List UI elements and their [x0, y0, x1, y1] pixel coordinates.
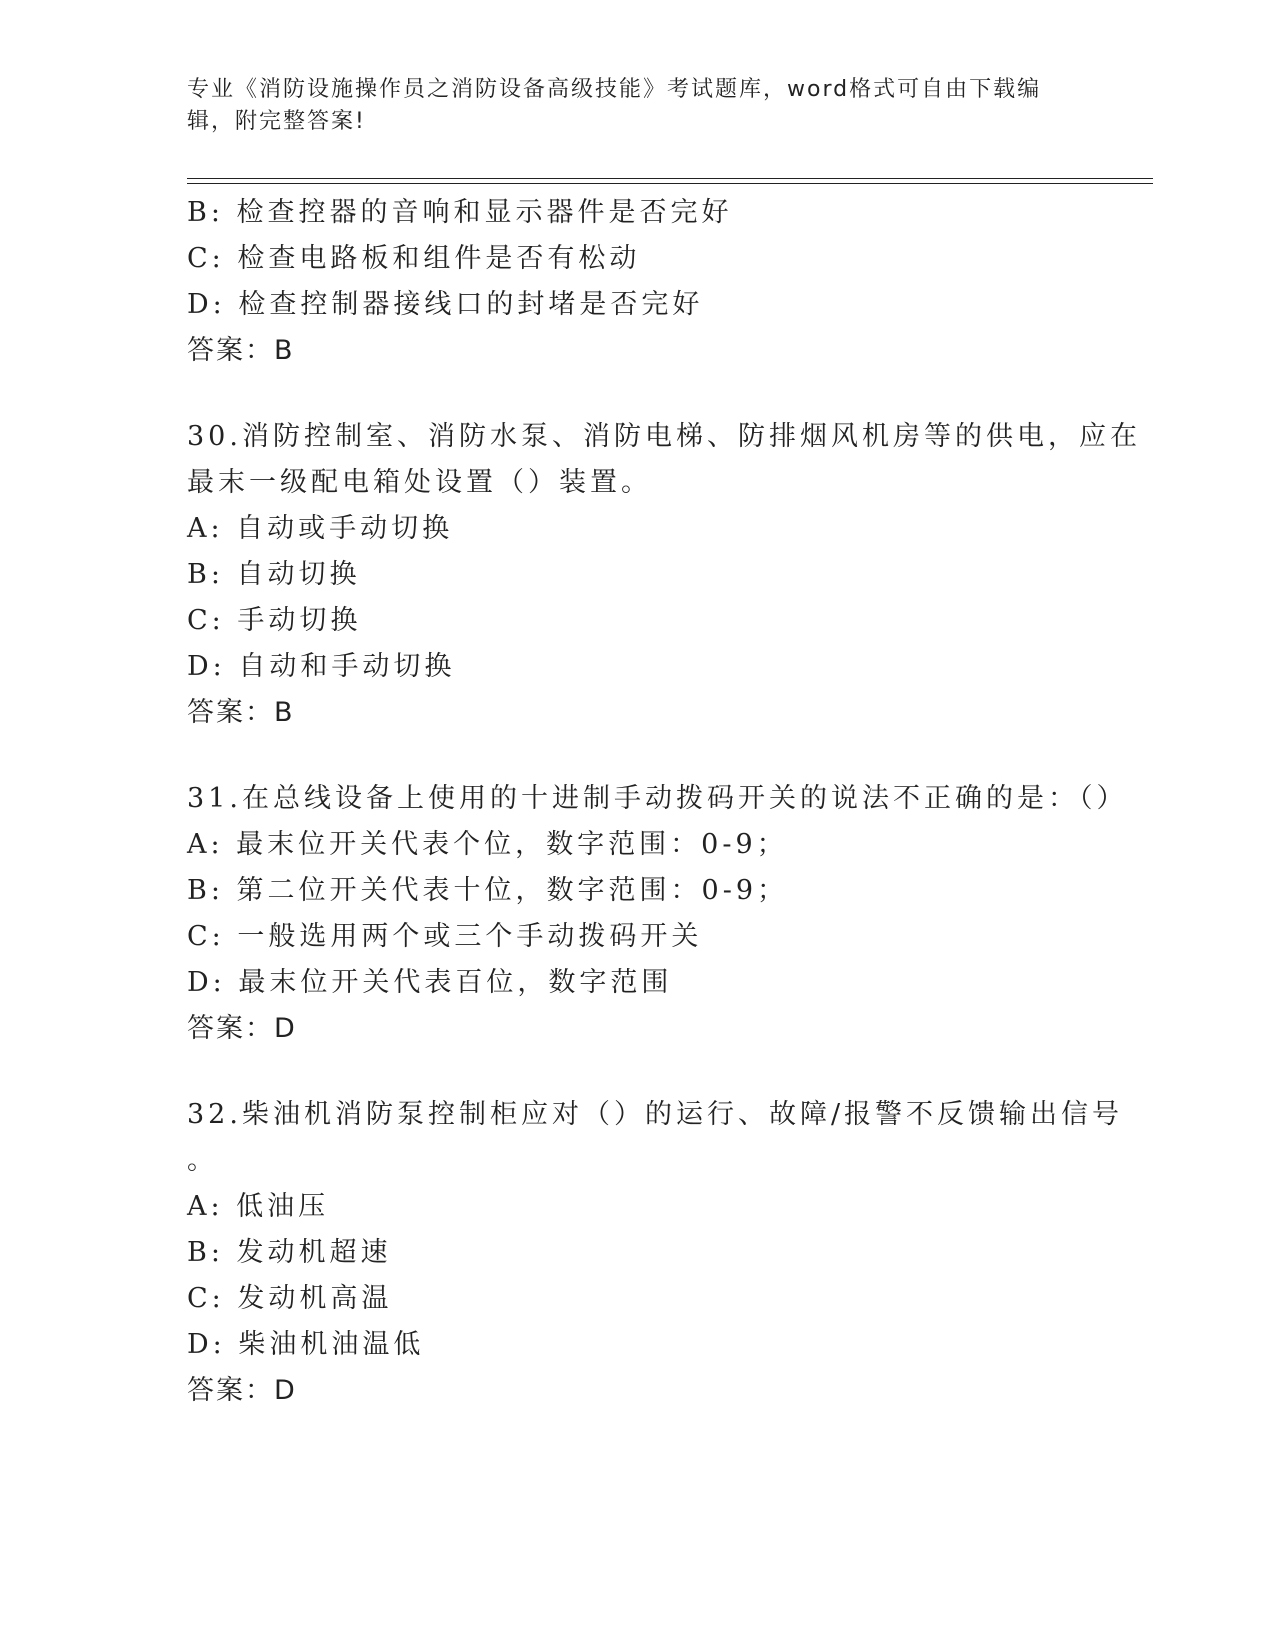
question-31 — [187, 776, 1128, 1052]
answer-line: 答案：D — [187, 1375, 297, 1406]
option-c: C: 手动切换 — [187, 605, 362, 636]
option-a: A: 低油压 — [187, 1191, 330, 1222]
answer-line: 答案：B — [187, 697, 295, 728]
header-divider-top — [187, 178, 1153, 179]
option-d: D: 检查控制器接线口的封堵是否完好 — [187, 289, 704, 320]
question-stem — [187, 414, 1141, 506]
continued-question — [187, 190, 1087, 374]
option-b: B: 第二位开关代表十位，数字范围：0-9； — [187, 875, 788, 906]
option-a: A: 自动或手动切换 — [187, 513, 454, 544]
option-d: D: 最末位开关代表百位，数字范围 — [187, 967, 673, 998]
stem-line: 32.柴油机消防泵控制柜应对（）的运行、故障/报警不反馈输出信号 — [187, 1099, 1124, 1130]
stem-line: 30.消防控制室、消防水泵、消防电梯、防排烟风机房等的供电，应在 — [187, 421, 1141, 452]
option-c: C: 发动机高温 — [187, 1283, 393, 1314]
answer-line: 答案：B — [187, 335, 295, 366]
answer-line: 答案：D — [187, 1013, 297, 1044]
question-list — [187, 190, 1141, 1414]
stem-line: 最末一级配电箱处设置（）装置。 — [187, 467, 652, 498]
option-b: B: 发动机超速 — [187, 1237, 392, 1268]
question-32 — [187, 1092, 1124, 1414]
question-30 — [187, 414, 1141, 736]
question-stem — [187, 1092, 1124, 1184]
option-c: C: 一般选用两个或三个手动拨码开关 — [187, 921, 703, 952]
option-b: B: 检查控器的音响和显示器件是否完好 — [187, 197, 733, 228]
option-b: B: 自动切换 — [187, 559, 361, 590]
header-divider-bottom — [187, 183, 1153, 184]
stem-line: 。 — [187, 1145, 218, 1176]
option-c: C: 检查电路板和组件是否有松动 — [187, 243, 641, 274]
option-d: D: 自动和手动切换 — [187, 651, 456, 682]
option-a: A: 最末位开关代表个位，数字范围：0-9； — [187, 829, 788, 860]
stem-line: 31.在总线设备上使用的十进制手动拨码开关的说法不正确的是：（） — [187, 783, 1128, 814]
question-stem — [187, 776, 1128, 822]
option-d: D: 柴油机油温低 — [187, 1329, 425, 1360]
document-header: 专业《消防设施操作员之消防设备高级技能》考试题库，word格式可自由下载编辑，附完整答案! — [187, 77, 1042, 134]
